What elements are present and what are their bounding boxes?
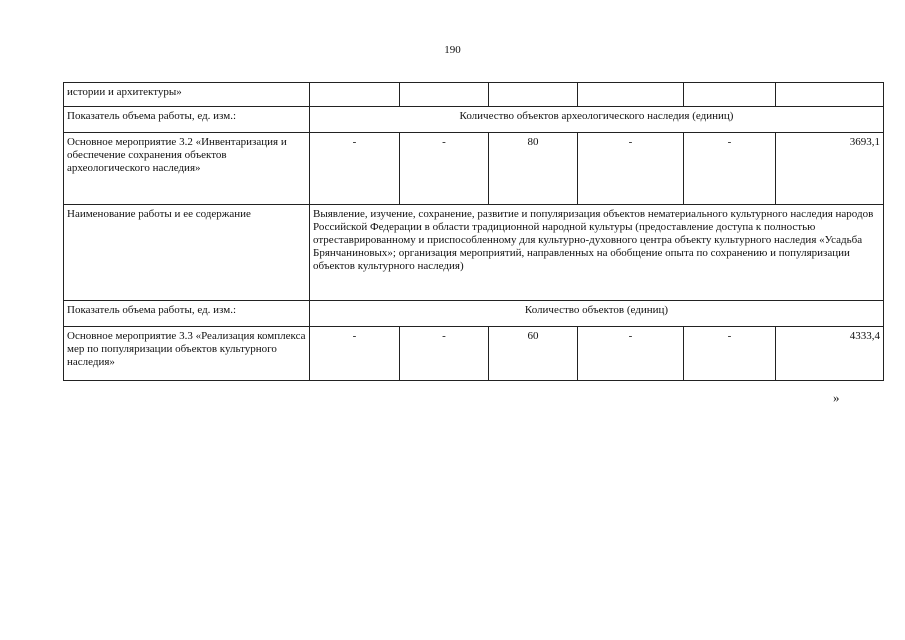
value-cell: -: [684, 327, 776, 381]
value-cell: -: [310, 133, 400, 205]
table-row: [64, 327, 884, 381]
value-cell: -: [310, 327, 400, 381]
value-cell: -: [578, 327, 684, 381]
table-cell: [310, 83, 400, 107]
table-row: [64, 107, 884, 133]
value-cell: -: [400, 133, 489, 205]
table-cell: [684, 83, 776, 107]
table-row: [64, 301, 884, 327]
table-row: [64, 133, 884, 205]
row-label: истории и архитектуры»: [64, 83, 310, 107]
page-number: 190: [444, 44, 461, 56]
value-cell: -: [578, 133, 684, 205]
work-name-label: Наименование работы и ее содержание: [64, 205, 310, 301]
closing-quote: »: [833, 390, 840, 405]
table-cell: [489, 83, 578, 107]
table-cell: [400, 83, 489, 107]
value-cell: 3693,1: [776, 133, 884, 205]
value-cell: 4333,4: [776, 327, 884, 381]
table-row: [64, 205, 884, 301]
value-cell: 60: [489, 327, 578, 381]
indicator-label: Показатель объема работы, ед. изм.:: [64, 107, 310, 133]
table-cell: [578, 83, 684, 107]
value-cell: -: [684, 133, 776, 205]
work-description: Выявление, изучение, сохранение, развитие и популяризация объектов нематериального культурного наследия народов Российской Федерации в области традиционной народной культуры (предоставление доступа к полностью отреставрированному и приспособленному для культурно-духовного центра объекту культурного наследия «Усадьба Брянчаниновых»; организация мероприятий, направленных на обобщение опыта по сохранению и популяризации объектов культурного наследия): [310, 205, 884, 301]
table-cell: [776, 83, 884, 107]
table-row: [64, 83, 884, 107]
indicator-label: Показатель объема работы, ед. изм.:: [64, 301, 310, 327]
indicator-value: Количество объектов археологического наследия (единиц): [310, 107, 884, 133]
program-table: [63, 82, 884, 381]
value-cell: 80: [489, 133, 578, 205]
activity-label: Основное мероприятие 3.3 «Реализация комплекса мер по популяризации объектов культурного наследия»: [64, 327, 310, 381]
value-cell: -: [400, 327, 489, 381]
indicator-value: Количество объектов (единиц): [310, 301, 884, 327]
activity-label: Основное мероприятие 3.2 «Инвентаризация и обеспечение сохранения объектов археологического наследия»: [64, 133, 310, 205]
